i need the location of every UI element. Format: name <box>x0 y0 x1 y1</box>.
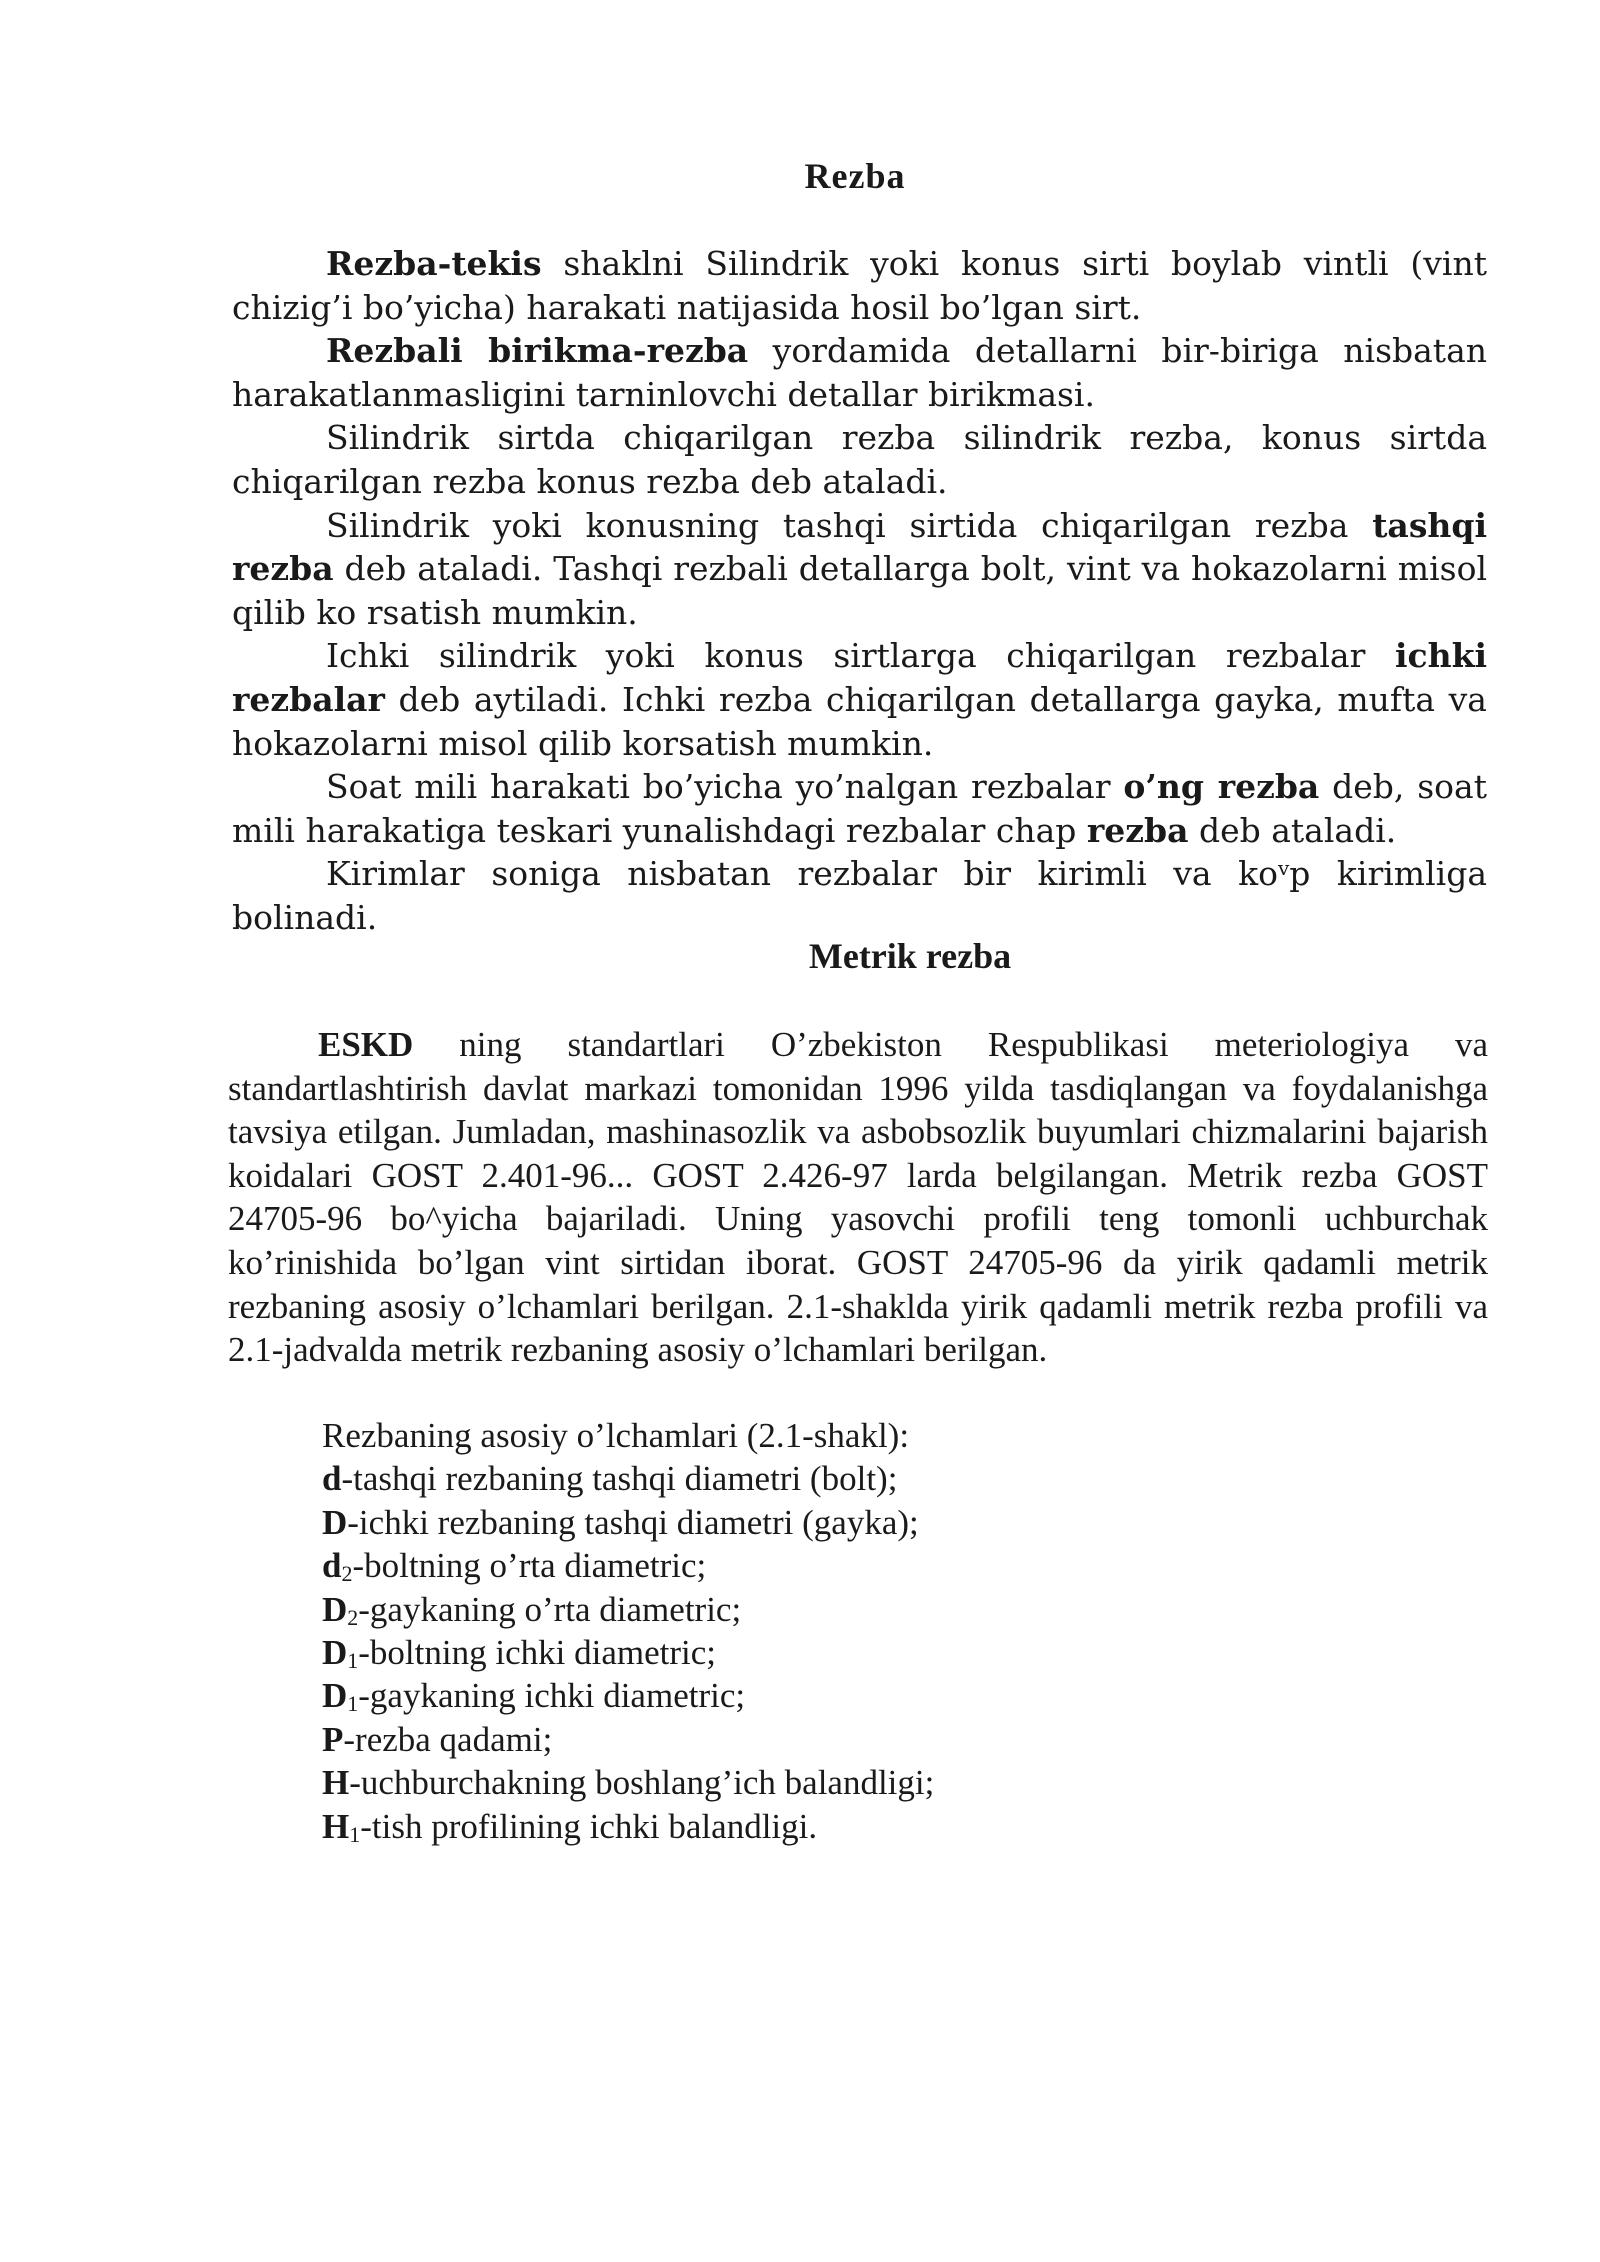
term-rezba-tekis: Rezba-tekis <box>326 244 542 283</box>
term-ichki-rezbalar: ichki rezbalar <box>232 636 1487 719</box>
paragraph-ong-rezba: Soat mili harakati bo’yicha yo’nalgan rezbalar o’ng rezba deb, soat mili harakatiga teskari yunalishdagi rezbalar chap rezba deb ataladi. <box>232 767 1487 850</box>
list-item: d-tashqi rezbaning tashqi diametri (bolt); <box>322 1459 898 1499</box>
paragraph-rezba-tekis: Rezba-tekis shaklni Silindrik yoki konus sirti boylab vintli (vint chizig’i bo’yicha) harakati natijasida hosil bo’lgan sirt. <box>232 244 1487 327</box>
list-heading: Rezbaning asosiy o’lchamlari (2.1-shakl): <box>322 1416 910 1455</box>
paragraph-tashqi-rezba: Silindrik yoki konusning tashqi sirtida chiqarilgan rezba tashqi rezba deb ataladi. Tashqi rezbali detallarga bolt, vint va hokazolarni misol qilib ko rsatish mumkin. <box>232 505 1487 632</box>
section-rezba-body <box>232 242 1487 940</box>
section-metrik-rezba-body <box>228 1023 1488 1372</box>
paragraph-kirimlar: Kirimlar soniga nisbatan rezbalar bir kirimli va $ko^vp$ kirimliga bolinadi. <box>232 854 1487 937</box>
list-item: H-uchburchakning boshlang’ich balandligi; <box>322 1763 935 1803</box>
list-item: $H_1$-tish profilining ichki balandligi. <box>322 1806 818 1847</box>
paragraph-ichki-rezba: Ichki silindrik yoki konus sirtlarga chiqarilgan rezbalar ichki rezbalar deb aytiladi. Ichki rezba chiqarilgan detallarga gayka, mufta va hokazolarni misol qilib korsatish mumkin. <box>232 636 1487 763</box>
paragraph-eskd: ESKD ning standartlari O’zbekiston Respublikasi meteriologiya va standartlashtirish davlat markazi tomonidan 1996 yilda tasdiqlangan va foydalanishga tavsiya etilgan. Jumladan, mashinasozlik va asbobsozlik buyumlari chizmalarini bajarish koidalari GOST 2.401-96... GOST 2.426-97 larda belgilangan. Metrik rezba GOST 24705-96 bo^yicha bajariladi. Uning yasovchi profili teng tomonli uchburchak ko’rinishida bo’lgan vint sirtidan iborat. GOST 24705-96 da yirik qadamli metrik rezbaning asosiy o’lchamlari berilgan. 2.1-shaklda yirik qadamli metrik rezba profili va 2.1-jadvalda metrik rezbaning asosiy o’lchamlari berilgan. <box>228 1025 1488 1370</box>
list-item: $D_1$-boltning ichki diametric; <box>322 1633 716 1674</box>
term-tashqi-rezba: tashqi rezba <box>232 505 1487 589</box>
paragraph-rezbali-birikma: Rezbali birikma-rezba yordamida detallarni bir-biriga nisbatan harakatlanmasligini tarninlovchi detallar birikmasi. <box>232 331 1487 414</box>
term-rezba: rezba <box>1086 810 1189 850</box>
dimension-list <box>322 1414 934 1848</box>
section-title-rezba: Rezba <box>804 156 906 196</box>
list-item: $D_1$-gaykaning ichki diametric; <box>322 1676 746 1717</box>
term-rezbali-birikma: Rezbali birikma-rezba <box>326 331 749 371</box>
term-eskd: ESKD <box>318 1025 414 1064</box>
section-title-metrik-rezba: Metrik rezba <box>808 936 1012 976</box>
list-item: P-rezba qadami; <box>322 1719 553 1759</box>
list-item: $d_2$-boltning o’rta diametric; <box>322 1546 707 1587</box>
paragraph-silindrik-rezba: Silindrik sirtda chiqarilgan rezba silindrik rezba, konus sirtda chiqarilgan rezba konus rezba deb ataladi. <box>232 418 1487 501</box>
list-item: D-ichki rezbaning tashqi diametri (gayka); <box>322 1502 919 1542</box>
list-item: $D_2$-gaykaning o’rta diametric; <box>322 1589 742 1630</box>
term-ong-rezba: o’ng rezba <box>1123 767 1320 807</box>
